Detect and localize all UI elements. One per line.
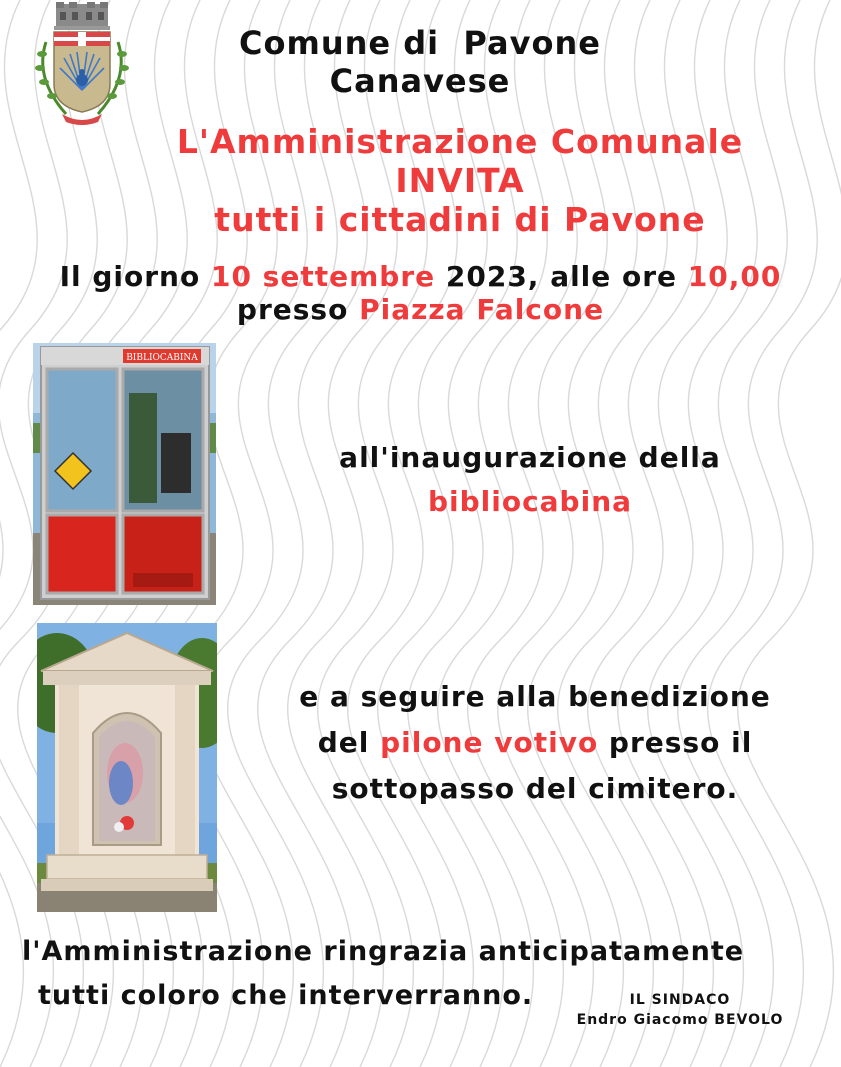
pilone-votivo-highlight: pilone votivo — [380, 726, 599, 759]
date-line — [10, 260, 831, 293]
event-date: 10 settembre — [210, 260, 436, 293]
inauguration-line: all'inaugurazione della — [339, 441, 721, 474]
bibliocabina-highlight: bibliocabina — [427, 485, 633, 518]
date-prefix: Il giorno — [59, 260, 211, 293]
town-crest-icon — [32, 2, 132, 128]
place-line — [10, 293, 831, 326]
event-blessing-text — [255, 674, 815, 812]
date-middle: 2023, alle ore — [435, 260, 688, 293]
blessing-line1: e a seguire alla benedizione — [299, 680, 771, 713]
mayor-signature — [555, 990, 805, 1030]
invitation-line3: tutti i cittadini di Pavone — [214, 200, 706, 239]
invitation-line2: INVITA — [395, 161, 525, 200]
signature-title: IL SINDACO — [629, 992, 731, 1008]
blessing-line2 — [255, 720, 815, 766]
event-date-time — [10, 260, 831, 326]
place-prefix: presso — [236, 293, 360, 326]
event-time: 10,00 — [687, 260, 782, 293]
event-inauguration-text — [300, 436, 760, 524]
bibliocabina-sign: BIBLIOCABINA — [126, 353, 198, 363]
town-name-heading — [220, 24, 620, 100]
town-name-line2: Canavese — [329, 62, 511, 100]
bibliocabina-photo — [33, 343, 216, 605]
invitation-line1: L'Amministrazione Comunale — [176, 122, 744, 161]
signature-name: Endro Giacomo BEVOLO — [576, 1012, 784, 1028]
thanks-line1: l'Amministrazione ringrazia anticipatamente — [22, 936, 745, 967]
thanks-line2: tutti coloro che interverranno. — [38, 980, 534, 1011]
event-place: Piazza Falcone — [359, 293, 605, 326]
town-name-line1: Comune di Pavone — [239, 24, 601, 62]
blessing-line2-post: presso il — [598, 726, 753, 759]
blessing-line2-pre: del — [317, 726, 381, 759]
blessing-line3: sottopasso del cimitero. — [331, 772, 739, 805]
invitation-heading — [120, 122, 800, 239]
pilone-votivo-photo — [37, 623, 217, 912]
